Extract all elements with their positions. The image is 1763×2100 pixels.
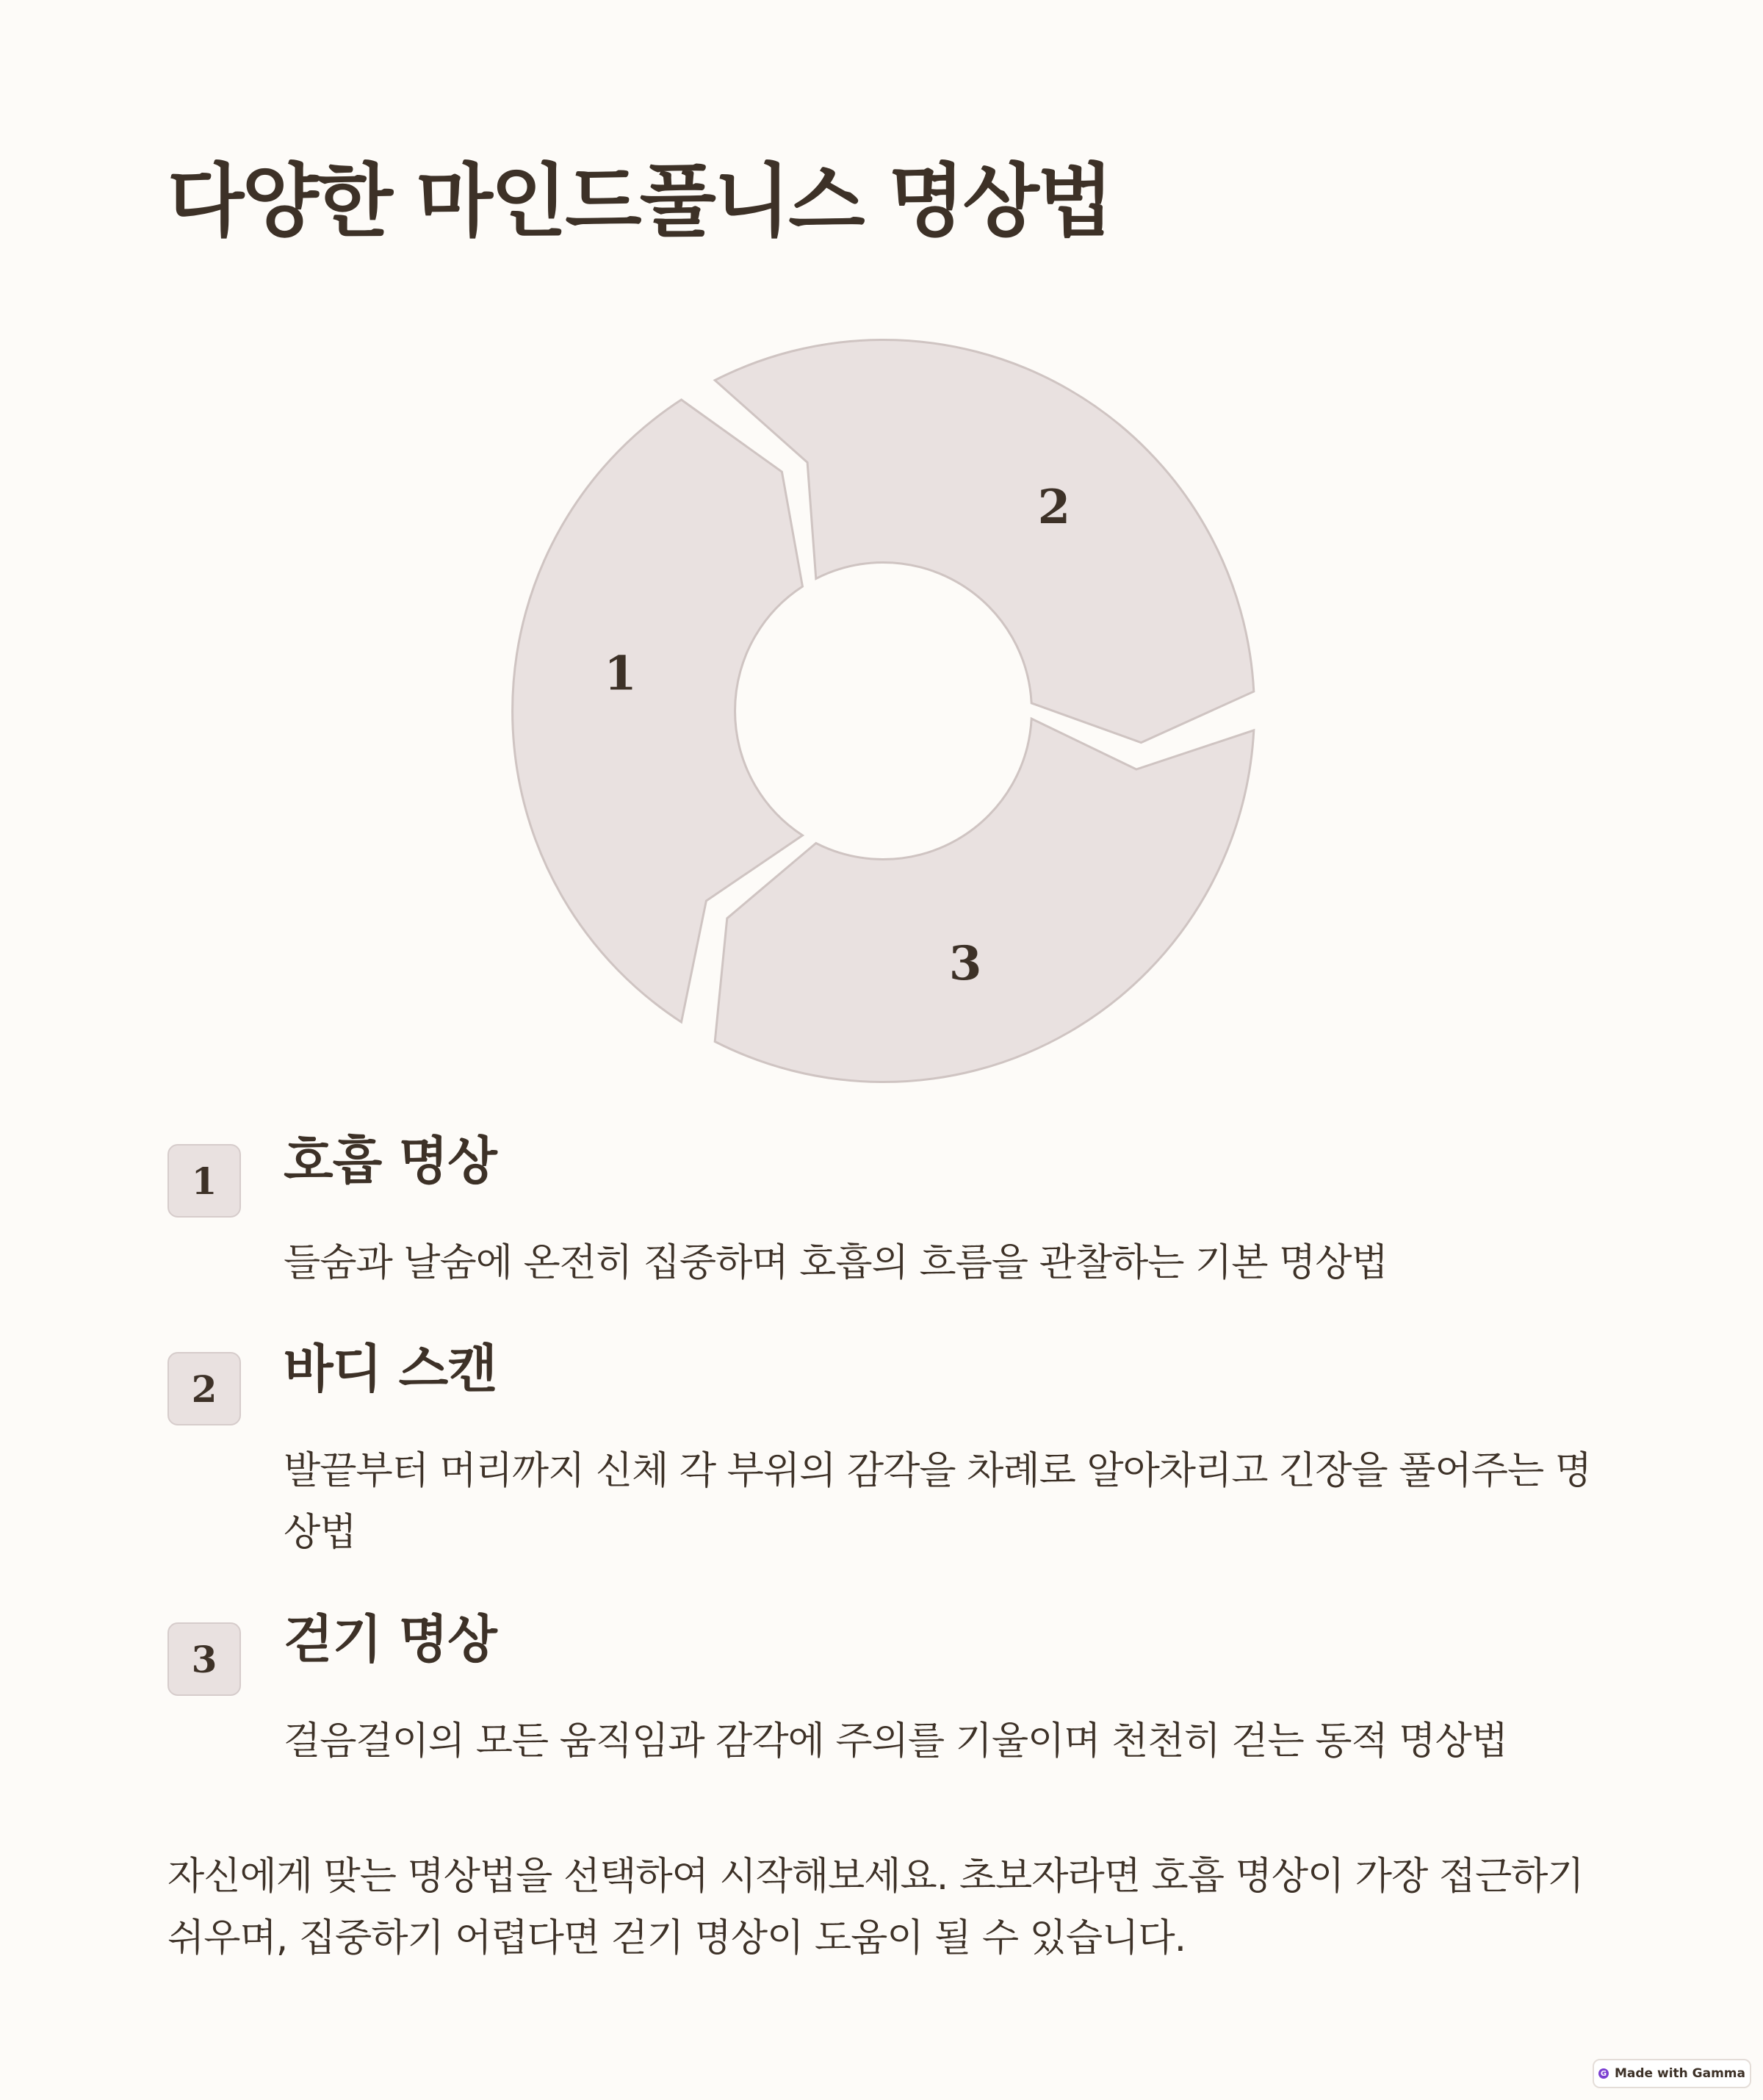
item-description: 발끝부터 머리까지 신체 각 부위의 감각을 차례로 알아차리고 긴장을 풀어주는 명상법: [284, 1449, 1591, 1555]
number-badge: 3: [167, 1622, 241, 1696]
item-title: 바디 스캔: [284, 1339, 497, 1399]
cycle-segment-label-2: 2: [1037, 480, 1071, 536]
page-title: 다양한 마인드풀니스 명상법: [167, 156, 1112, 248]
item-title: 호흡 명상: [284, 1131, 497, 1191]
made-with-gamma-badge[interactable]: [1593, 2059, 1751, 2088]
number-badge: 1: [167, 1144, 241, 1218]
cycle-segment-label-3: 3: [948, 935, 982, 991]
item-description: 걸음걸이의 모든 움직임과 감각에 주의를 기울이며 천천히 걷는 동적 명상법: [284, 1719, 1507, 1763]
item-description: 들숨과 날숨에 온전히 집중하며 호흡의 흐름을 관찰하는 기본 명상법: [284, 1241, 1388, 1285]
made-with-gamma-label: Made with Gamma: [1614, 2066, 1745, 2081]
conclusion-text: 자신에게 맞는 명상법을 선택하여 시작해보세요. 초보자라면 호흡 명상이 가장 접근하기 쉬우며, 집중하기 어렵다면 걷기 명상이 도움이 될 수 있습니다.: [167, 1855, 1584, 1960]
gamma-logo-icon: G: [1598, 2068, 1609, 2079]
item-title: 걷기 명상: [284, 1609, 497, 1669]
cycle-diagram: [500, 327, 1267, 1095]
cycle-segment-label-1: 1: [604, 646, 637, 702]
cycle-segment-2: [715, 719, 1254, 1082]
cycle-segment-1: [715, 339, 1254, 742]
number-badge: 2: [167, 1352, 241, 1425]
